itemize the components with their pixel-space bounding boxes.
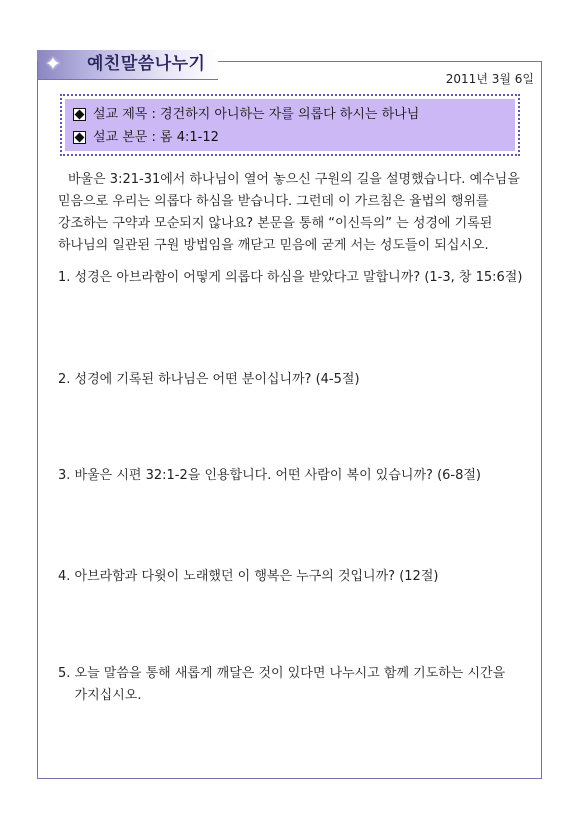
question-number: 1. (58, 270, 75, 285)
intro-paragraph: 바울은 3:21-31에서 하나님이 열어 놓으신 구원의 길을 설명했습니다. 예수님을 믿음으로 우리는 의롭다 하심을 받습니다. 그런데 이 가르침은 율법의 행위를 강조하는 구약과 모순되지 않나요? 본문을 통해 “이신득의” 는 성경에 기록된 하나님의 일관된 구원 방법임을 깨닫고 믿음에 굳게 서는 성도들이 되십시오. (58, 172, 520, 253)
question-number: 4. (58, 569, 75, 584)
sermon-title-label: 설교 제목 : (93, 107, 161, 122)
question-4 (58, 566, 528, 588)
sermon-text-value: 롬 4:1-12 (160, 130, 219, 145)
diamond-bullet-icon (73, 108, 86, 121)
sermon-text-row (73, 126, 507, 149)
sparkle-icon: ✦ (45, 53, 61, 75)
sermon-text-label: 설교 본문 : (93, 130, 161, 145)
sermon-title-row (73, 103, 507, 126)
question-text: 바울은 시편 32:1-2을 인용합니다. 어떤 사람이 복이 있습니까? (6-8절) (74, 468, 482, 483)
question-number: 2. (58, 372, 75, 387)
question-number: 3. (58, 468, 75, 483)
question-number: 5. (58, 666, 75, 681)
diamond-bullet-icon (73, 131, 86, 144)
question-text: 아브라함과 다윗이 노래했던 이 행복은 누구의 것입니까? (12절) (74, 569, 439, 584)
question-5 (58, 663, 528, 707)
question-text: 성경에 기록된 하나님은 어떤 분이십니까? (4-5절) (74, 372, 360, 387)
sermon-info-inner (65, 99, 515, 151)
sermon-info-box (60, 94, 520, 156)
page-title: 예친말씀나누기 (87, 54, 206, 74)
question-1 (58, 267, 528, 289)
question-3 (58, 465, 528, 487)
question-text: 성경은 아브라함이 어떻게 의롭다 하심을 받았다고 말합니까? (1-3, 창 15:6절) (74, 270, 523, 285)
question-2 (58, 369, 528, 391)
date: 2011년 3월 6일 (445, 72, 534, 86)
sermon-title-value: 경건하지 아니하는 자를 의롭다 하시는 하나님 (160, 107, 420, 122)
question-text: 오늘 말씀을 통해 새롭게 깨달은 것이 있다면 나누시고 함께 기도하는 시간을 가지십시오. (74, 666, 506, 703)
